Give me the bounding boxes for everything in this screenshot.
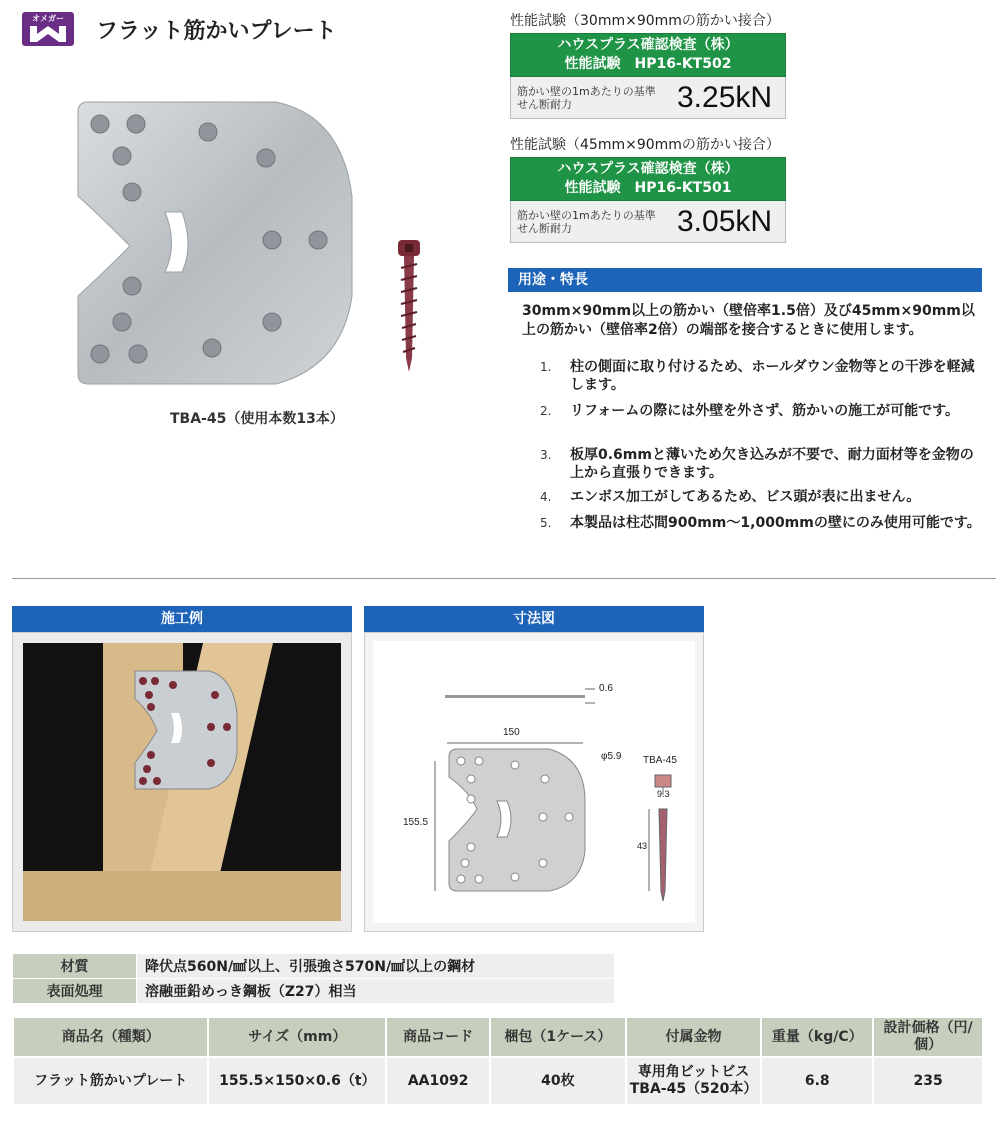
cell-price: 235 — [873, 1057, 983, 1105]
logo-mark-icon — [22, 12, 74, 46]
feature-text: エンボス加工がしてあるため、ビス頭が表に出ません。 — [570, 489, 921, 505]
features-intro: 30mm×90mm以上の筋かい（壁倍率1.5倍）及び45mm×90mm以上の筋かい（壁倍率2倍）の端部を接合するときに使用します。 — [522, 303, 975, 338]
spec-table — [12, 953, 615, 1004]
perf-result — [510, 77, 786, 119]
cell-weight: 6.8 — [761, 1057, 873, 1105]
feature-text: 柱の側面に取り付けるため、ホールダウン金物等との干渉を軽減します。 — [570, 359, 975, 393]
col-header: 商品名（種類） — [13, 1017, 208, 1057]
dim-screw-head: 9.3 — [657, 789, 670, 799]
col-header: サイズ（mm） — [208, 1017, 386, 1057]
cell-code: AA1092 — [386, 1057, 490, 1105]
table-row — [13, 954, 615, 979]
install-photo — [23, 643, 341, 921]
dimension-heading: 寸法図 — [364, 606, 704, 632]
dimension-drawing — [373, 641, 695, 923]
perf-caption: 性能試験（45mm×90mmの筋かい接合） — [510, 137, 780, 153]
install-heading: 施工例 — [12, 606, 352, 632]
perf-label: 筋かい壁の1mあたりの基準せん断耐力 — [517, 84, 656, 111]
brand-logo — [22, 12, 74, 46]
feature-num: 2. — [540, 404, 552, 418]
perf-result — [510, 201, 786, 243]
install-panel — [12, 606, 352, 932]
screw-image — [390, 238, 430, 378]
feature-item — [540, 488, 982, 506]
table-row — [13, 979, 615, 1004]
feature-text: 本製品は柱芯間900mm～1,000mmの壁にのみ使用可能です。 — [570, 515, 981, 531]
dim-thickness: 0.6 — [599, 683, 613, 694]
perf-test-1 — [510, 10, 786, 119]
feature-num: 1. — [540, 360, 552, 374]
table-header-row — [13, 1017, 983, 1057]
feature-text: 板厚0.6mmと薄いため欠き込みが不要で、耐力面材等を金物の上から直張りできます。 — [570, 447, 974, 481]
perf-header — [510, 33, 786, 77]
spec-value: 降伏点560N/㎟以上、引張強さ570N/㎟以上の鋼材 — [137, 954, 615, 979]
perf-lab: ハウスプラス確認検査（株） — [557, 161, 739, 177]
col-header: 付属金物 — [626, 1017, 762, 1057]
perf-lab: ハウスプラス確認検査（株） — [557, 37, 739, 53]
perf-test-id: 性能試験 HP16-KT502 — [564, 56, 732, 72]
perf-label: 筋かい壁の1mあたりの基準せん断耐力 — [517, 208, 656, 235]
table-row — [13, 1057, 983, 1105]
product-table — [12, 1016, 984, 1106]
feature-num: 4. — [540, 490, 552, 504]
perf-caption: 性能試験（30mm×90mmの筋かい接合） — [510, 13, 780, 29]
perf-test-id: 性能試験 HP16-KT501 — [564, 180, 732, 196]
col-header: 設計価格（円/個） — [873, 1017, 983, 1057]
cell-accessory: 専用角ビットビスTBA-45（520本） — [626, 1057, 762, 1105]
col-header: 重量（kg/C） — [761, 1017, 873, 1057]
dimension-frame — [364, 632, 704, 932]
col-header: 商品コード — [386, 1017, 490, 1057]
feature-item — [540, 446, 982, 482]
perf-value: 3.25kN — [677, 80, 773, 114]
cell-name: フラット筋かいプレート — [13, 1057, 208, 1105]
dim-height: 155.5 — [403, 817, 429, 828]
feature-item — [540, 402, 982, 420]
feature-item — [540, 514, 982, 532]
dim-hole: φ5.9 — [601, 751, 622, 762]
spec-value: 溶融亜鉛めっき鋼板（Z27）相当 — [137, 979, 615, 1004]
feature-text: リフォームの際には外壁を外さず、筋かいの施工が可能です。 — [570, 403, 960, 419]
dim-width: 150 — [503, 727, 520, 738]
feature-num: 3. — [540, 448, 552, 462]
dim-screw-name: TBA-45 — [643, 755, 677, 766]
divider — [12, 578, 996, 579]
dim-screw-length: 43 — [637, 841, 648, 851]
cell-pack: 40枚 — [490, 1057, 626, 1105]
product-caption: TBA-45（使用本数13本） — [170, 411, 344, 427]
plate-image — [70, 96, 360, 396]
install-photo-frame — [12, 632, 352, 932]
dimension-panel — [364, 606, 704, 932]
col-header: 梱包（1ケース） — [490, 1017, 626, 1057]
feature-num: 5. — [540, 516, 552, 530]
page-title: フラット筋かいプレート — [96, 19, 337, 44]
dimension-svg — [373, 641, 695, 923]
features-heading: 用途・特長 — [508, 268, 982, 292]
cell-size: 155.5×150×0.6（t） — [208, 1057, 386, 1105]
perf-value: 3.05kN — [677, 204, 773, 238]
logo-text: オメガー — [32, 14, 64, 23]
perf-header — [510, 157, 786, 201]
spec-label: 表面処理 — [13, 979, 137, 1004]
spec-label: 材質 — [13, 954, 137, 979]
perf-test-2 — [510, 134, 786, 243]
feature-item — [540, 358, 982, 394]
